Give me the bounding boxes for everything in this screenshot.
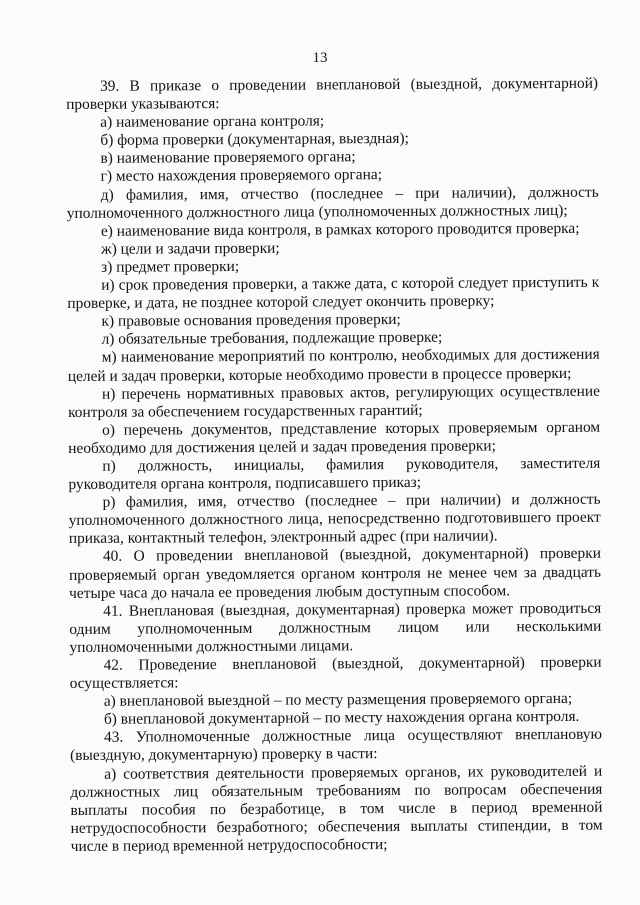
list-item-n: н) перечень нормативных правовых актов, регулирующих осуществление контроля за обеспечением государственных гарантий; — [67, 382, 600, 421]
list-item-42-a: а) внеплановой выездной – по месту размещения проверяемого органа; — [103, 690, 573, 710]
list-item-m: м) наименование мероприятий по контролю, необходимых для достижения целей и задач проверки, которые необходимо провести в процессе проверки; — [67, 346, 600, 385]
list-item-b: б) форма проверки (документарная, выездная); — [100, 130, 409, 150]
list-item-g: г) место нахождения проверяемого органа; — [100, 166, 383, 186]
list-item-o: о) перечень документов, представление которых проверяемым органом необходимо для достижения целей и задач проведения проверки; — [68, 418, 601, 457]
list-item-43-a: а) соответствия деятельности проверяемых органов, их руководителей и должностных лиц обязательным требованиям по вопросам обеспечения выплаты пособия по безработице, в том числе в период временной нетрудоспособности безработного; обеспечения выплаты стипендии, в том числе в период временной нетрудоспособности; — [70, 762, 603, 855]
list-item-e: е) наименование вида контроля, в рамках которого проводится проверка; — [100, 219, 580, 240]
paragraph-42-intro: 42. Проведение внеплановой (выездной, документарной) проверки осуществляется: — [69, 653, 602, 693]
list-item-z: з) предмет проверки; — [101, 257, 240, 276]
list-item-a: а) наименование органа контроля; — [100, 112, 325, 131]
paragraph-39-intro: 39. В приказе о проведении внеплановой (выездной, документарной) проверки указываются: — [66, 74, 599, 114]
document-body — [66, 75, 603, 856]
list-item-v: в) наименование проверяемого органа; — [100, 148, 356, 168]
list-item-42-b: б) внеплановой документарной – по месту нахождения органа контроля. — [103, 708, 580, 729]
list-item-p: п) должность, инициалы, фамилия руководителя, заместителя руководителя органа контроля, подписавшего приказ; — [68, 454, 601, 494]
list-item-zh: ж) цели и задачи проверки; — [100, 239, 280, 258]
list-item-l: л) обязательные требования, подлежащие проверке; — [101, 329, 443, 349]
paragraph-41: 41. Внеплановая (выездная, документарная) проверка может проводиться одним уполномоченным должностным лицом или несколькими уполномоченными должностными лицами. — [69, 599, 602, 656]
page-number: 13 — [312, 50, 328, 66]
list-item-i: и) срок проведения проверки, а также дата, с которой следует приступить к проверке, и дата, не позднее которой следует окончить проверку; — [67, 273, 600, 313]
list-item-d: д) фамилия, имя, отчество (последнее – при наличии), должность уполномоченного должностного лица (уполномоченных должностных лиц); — [66, 183, 599, 222]
paragraph-43-intro: 43. Уполномоченные должностные лица осуществляют внеплановую (выездную, документарную) проверку в части: — [70, 726, 603, 765]
list-item-k: к) правовые основания проведения проверки; — [101, 311, 401, 331]
paragraph-40: 40. О проведении внеплановой (выездной, документарной) проверки проверяемый орган уведомляется органом контроля не менее чем за двадцать четыре часа до начала ее проведения любым доступным способом. — [68, 545, 602, 602]
list-item-r: р) фамилия, имя, отчество (последнее – при наличии) и должность уполномоченного должностного лица, непосредственно подготовившего проект приказа, контактный телефон, электронный адрес (при наличии). — [68, 490, 601, 548]
